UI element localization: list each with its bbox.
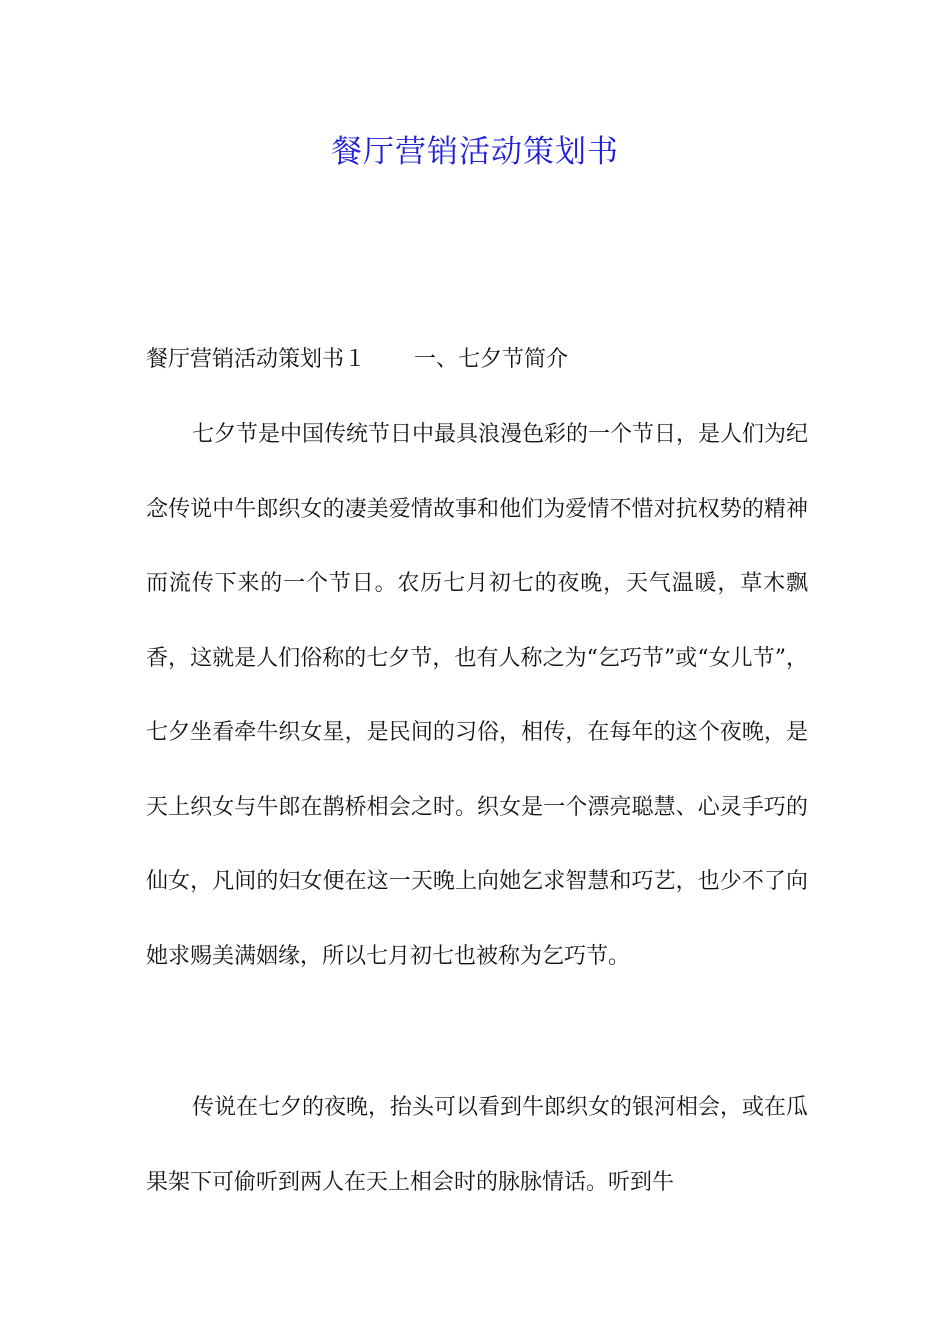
paragraph-legend: 传说在七夕的夜晚，抬头可以看到牛郎织女的银河相会，或在瓜果架下可偷听到两人在天上相会时的脉脉情话。听到牛	[146, 1095, 809, 1195]
section-label: 餐厅营销活动策划书１	[146, 347, 367, 372]
document-title: 餐厅营销活动策划书	[331, 134, 619, 170]
section-heading	[146, 342, 808, 378]
paragraph-intro: 七夕节是中国传统节日中最具浪漫色彩的一个节日，是人们为纪念传说中牛郎织女的凄美爱情故事和他们为爱情不惜对抗权势的精神而流传下来的一个节日。农历七月初七的夜晚，天气温暖，草木飘香，这就是人们俗称的七夕节，也有人称之为“乞巧节”或“女儿节”，七夕坐看牵牛织女星，是民间的习俗，相传，在每年的这个夜晚，是天上织女与牛郎在鹊桥相会之时。织女是一个漂亮聪慧、心灵手巧的仙女，凡间的妇女便在这一天晚上向她乞求智慧和巧艺，也少不了向她求赐美满姻缘，所以七月初七也被称为乞巧节。	[146, 422, 809, 969]
subsection-label: 一、七夕节简介	[414, 347, 569, 372]
